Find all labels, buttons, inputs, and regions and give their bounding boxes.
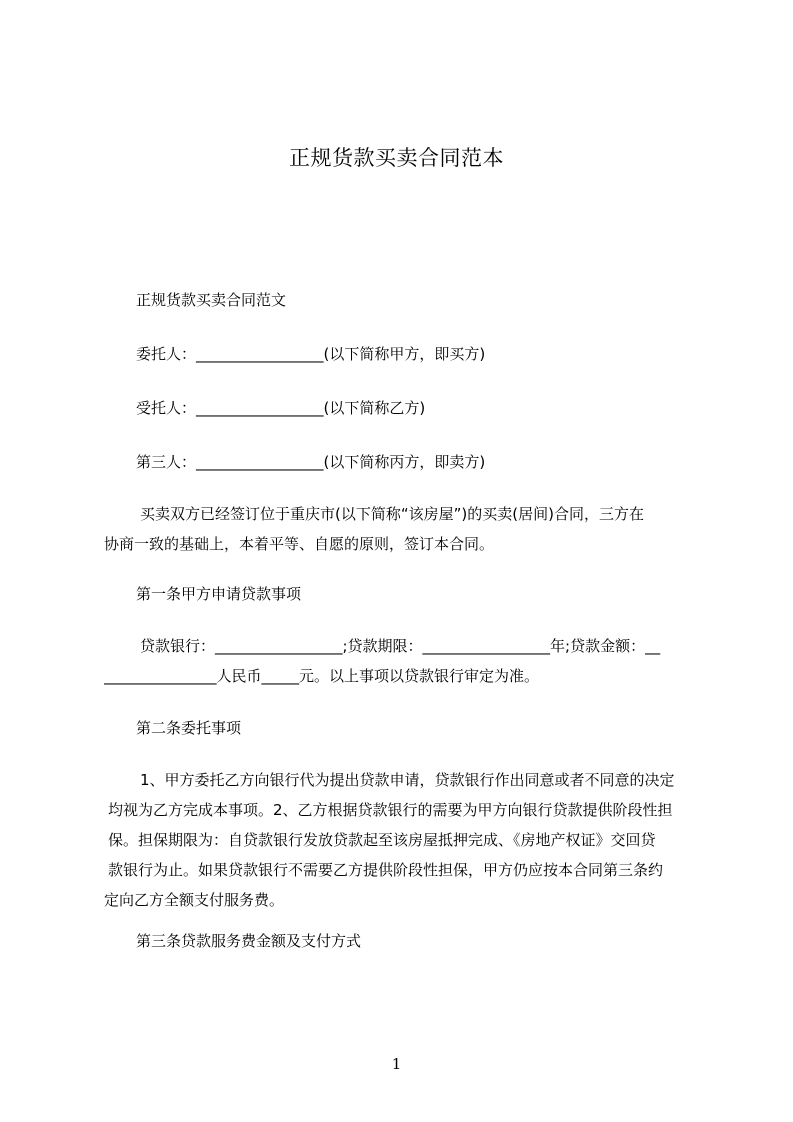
article2-line-5: 定向乙方全额支付服务费。	[104, 891, 285, 909]
intro-line-1: 买卖双方已经签订位于重庆市(以下简称“该房屋”)的买卖(居间)合同，三方在	[140, 505, 644, 523]
article2-heading: 第二条委托事项	[136, 719, 242, 737]
page-number: 1	[391, 1055, 402, 1073]
intro-line-2: 协商一致的基础上，本着平等、自愿的原则，签订本合同。	[104, 535, 495, 553]
intro-paragraph	[104, 499, 704, 559]
article2-line-2: 均视为乙方完成本事项。2、乙方根据贷款银行的需要为甲方向银行贷款提供阶段性担	[108, 801, 673, 819]
article2-paragraph	[104, 765, 704, 915]
party-principal: 委托人：_________________(以下简称甲方，即买方)	[136, 345, 486, 363]
party-third: 第三人：_________________(以下简称丙方，即卖方)	[136, 453, 486, 471]
document-subtitle: 正规货款买卖合同范文	[136, 291, 287, 309]
article1-line-1: 贷款银行：_________________;贷款期限：_________________年;贷款金额：__	[140, 637, 661, 655]
article1-heading: 第一条甲方申请贷款事项	[136, 585, 302, 603]
article2-line-1: 1、甲方委托乙方向银行代为提出贷款申请，贷款银行作出同意或者不同意的决定	[140, 771, 675, 789]
article1-paragraph	[104, 631, 704, 691]
article3-heading: 第三条贷款服务费金额及支付方式	[136, 932, 362, 950]
document-title: 正规货款买卖合同范本	[289, 146, 504, 170]
article2-line-3: 保。担保期限为：自贷款银行发放贷款起至该房屋抵押完成、《房地产权证》交回贷	[108, 831, 656, 849]
party-agent: 受托人：_________________(以下简称乙方)	[136, 399, 426, 417]
article1-line-2: _______________人民币_____元。以上事项以贷款银行审定为准。	[104, 667, 540, 685]
article2-line-4: 款银行为止。如果贷款银行不需要乙方提供阶段性担保，甲方仍应按本合同第三条约	[108, 861, 664, 879]
